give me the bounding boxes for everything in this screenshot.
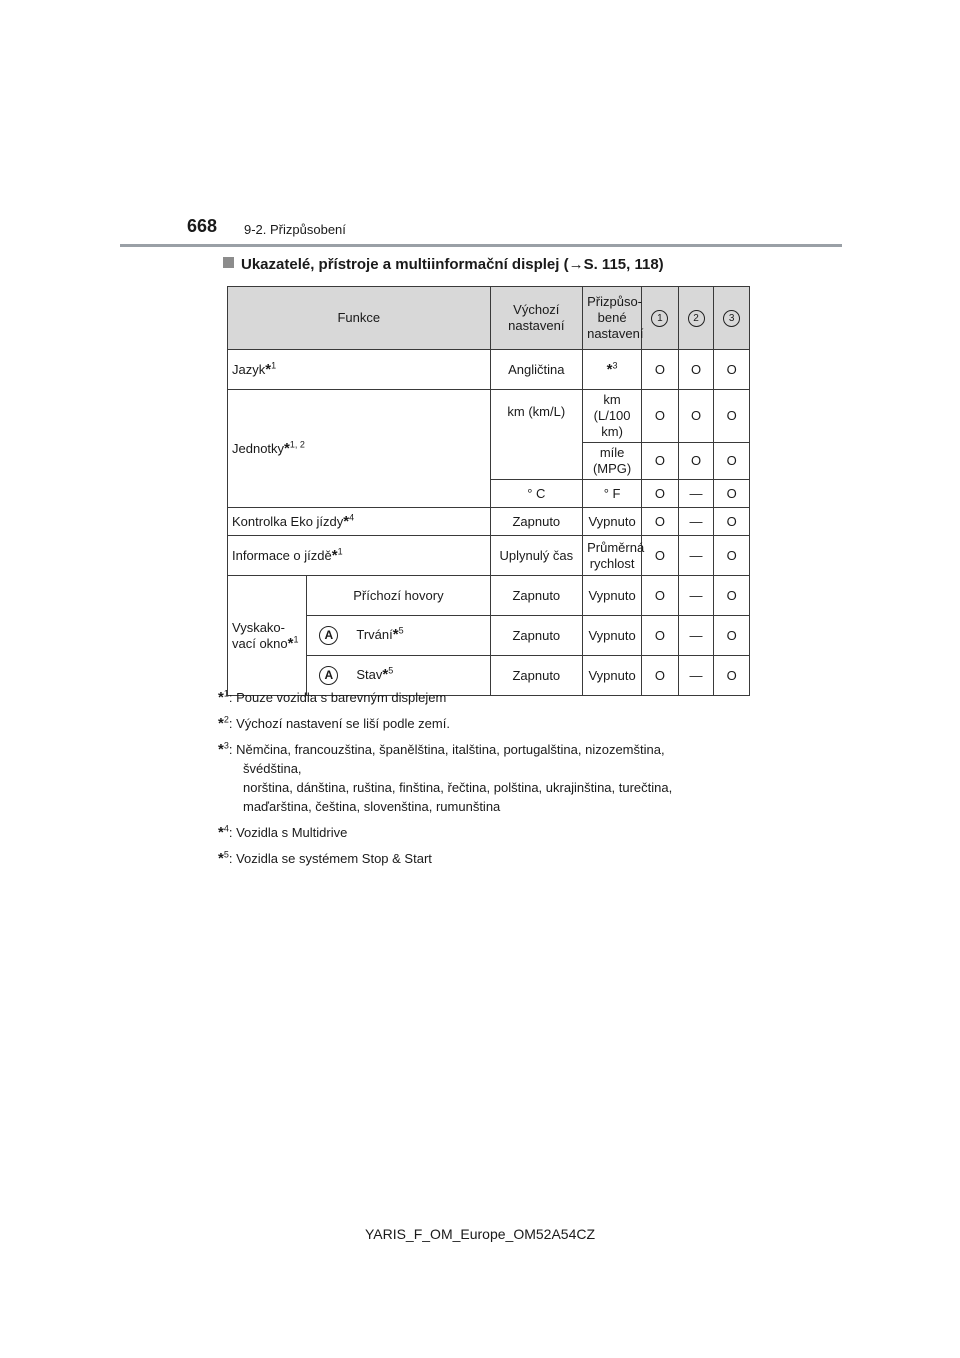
- col-2-value: —: [678, 536, 714, 576]
- col-2-value: —: [678, 656, 714, 696]
- label-text: Vyskako-vací okno: [232, 619, 288, 651]
- a-circle-icon: A: [319, 666, 338, 685]
- document-footer: YARIS_F_OM_Europe_OM52A54CZ: [364, 1226, 596, 1242]
- default-value: Zapnuto: [490, 656, 583, 696]
- footnote-number: 2: [223, 714, 229, 725]
- header-col-2: [678, 287, 714, 350]
- footnote-ref: 5: [398, 625, 404, 636]
- footnote-ref: 1: [337, 546, 343, 557]
- default-value: Uplynulý čas: [490, 536, 583, 576]
- section-heading: [223, 256, 664, 273]
- table-row: [228, 576, 750, 616]
- footnote-1: *$^1$: Pouze vozidla s barevným displejem: [218, 688, 447, 706]
- row-label: Příchozí hovory: [307, 576, 490, 616]
- footnote-ref: 4: [349, 512, 355, 523]
- col-1-value: O: [642, 536, 679, 576]
- col-2-value: —: [678, 616, 714, 656]
- custom-value: Vypnuto: [583, 576, 642, 616]
- header-col-1: [642, 287, 679, 350]
- col-2-value: —: [678, 480, 714, 508]
- col-1-value: O: [642, 616, 679, 656]
- custom-value: Vypnuto: [583, 616, 642, 656]
- col-2-value: —: [678, 576, 714, 616]
- row-label: Kontrolka Eko jízdy*$^4$: [228, 508, 491, 536]
- footnote-ref: 1: [271, 360, 277, 371]
- custom-value: Vypnuto: [583, 508, 642, 536]
- default-value: km (km/L): [490, 390, 583, 480]
- col-3-value: O: [714, 508, 750, 536]
- footnote-number: 3: [223, 740, 229, 751]
- footnote-line: maďarština, čeština, slovenština, rumunština: [243, 799, 501, 814]
- a-circle-icon: A: [319, 626, 338, 645]
- custom-value: Vypnuto: [583, 656, 642, 696]
- table-row: [228, 390, 750, 443]
- col-3-value: O: [714, 536, 750, 576]
- header-rule: [120, 244, 842, 247]
- col-1-value: O: [642, 656, 679, 696]
- col-2-value: O: [678, 443, 714, 480]
- col-3-value: O: [714, 656, 750, 696]
- custom-value: ° F: [583, 480, 642, 508]
- footnote-2: *$^2$: Výchozí nastavení se liší podle zemí.: [218, 714, 450, 732]
- col-3-value: O: [714, 390, 750, 443]
- col-1-value: O: [642, 480, 679, 508]
- heading-text: Ukazatelé, přístroje a multiinformační displej (→S. 115, 118): [241, 256, 664, 273]
- footnote-text: : Němčina, francouzština, španělština, italština, portugalština, nizozemština,: [228, 742, 665, 757]
- col-3-value: O: [714, 443, 750, 480]
- custom-value: *$^3$: [583, 350, 642, 390]
- table-row: [228, 536, 750, 576]
- footnote-4: *$^4$: Vozidla s Multidrive: [218, 823, 348, 841]
- col-3-value: O: [714, 480, 750, 508]
- row-label: Informace o jízdě*$^1$: [228, 536, 491, 576]
- section-title: 9-2. Přizpůsobení: [244, 222, 346, 237]
- default-value: ° C: [490, 480, 583, 508]
- footnote-text: : Vozidla se systémem Stop & Start: [228, 851, 432, 866]
- default-value: Zapnuto: [490, 508, 583, 536]
- footnote-line: švédština,: [243, 761, 302, 776]
- footnote-text: : Pouze vozidla s barevným displejem: [228, 690, 447, 705]
- footnote-number: 4: [223, 823, 229, 834]
- custom-value: km (L/100 km): [583, 390, 642, 443]
- row-label: A Trvání*$^5$: [307, 616, 490, 656]
- header-custom: Přizpůso-bené nastavení: [583, 287, 642, 350]
- col-3-value: O: [714, 576, 750, 616]
- col-1-value: O: [642, 390, 679, 443]
- footnote-number: 1: [223, 688, 229, 699]
- default-value: Zapnuto: [490, 616, 583, 656]
- group-label: Vyskako-vací okno*$^1$: [228, 576, 307, 696]
- footnote-ref: 1, 2: [289, 439, 305, 450]
- default-value: Angličtina: [490, 350, 583, 390]
- table-row: [228, 508, 750, 536]
- footnote-ref: 5: [388, 665, 394, 676]
- page-number: 668: [187, 216, 218, 236]
- custom-value: míle (MPG): [583, 443, 642, 480]
- default-value: Zapnuto: [490, 576, 583, 616]
- footnote-line: norština, dánština, ruština, finština, řečtina, polština, ukrajinština, turečtina,: [243, 780, 673, 795]
- table-row: [228, 350, 750, 390]
- footnote-number: 5: [223, 849, 229, 860]
- footnote-text: : Výchozí nastavení se liší podle zemí.: [228, 716, 450, 731]
- row-label: A Stav*$^5$: [307, 656, 490, 696]
- square-bullet-icon: [223, 257, 234, 268]
- label-text: Trvání: [356, 626, 393, 642]
- label-text: Stav: [356, 666, 383, 682]
- custom-value: Průměrná rychlost: [583, 536, 642, 576]
- settings-table: [227, 286, 750, 696]
- label-text: Kontrolka Eko jízdy: [232, 513, 344, 529]
- header-col-3: [714, 287, 750, 350]
- circled-1-icon: 1: [651, 310, 668, 327]
- label-text: Jazyk: [232, 361, 266, 377]
- col-1-value: O: [642, 350, 679, 390]
- label-text: Informace o jízdě: [232, 547, 332, 563]
- row-label: Jazyk*$^1$: [228, 350, 491, 390]
- label-text: Jednotky: [232, 440, 285, 456]
- footnote-5: *$^5$: Vozidla se systémem Stop & Start: [218, 849, 432, 867]
- footnote-ref: 1: [293, 634, 299, 645]
- col-1-value: O: [642, 508, 679, 536]
- header-function: Funkce: [228, 287, 491, 350]
- col-2-value: —: [678, 508, 714, 536]
- col-2-value: O: [678, 350, 714, 390]
- col-3-value: O: [714, 616, 750, 656]
- footnote-3: *$^3$: Němčina, francouzština, španělština, italština, portugalština, nizozemština, švédština, norština, dánština, ruština, finština, řečtina, polština, ukrajinština, turečtina, maďarština, čeština, slovenština, rumunština: [218, 740, 758, 816]
- row-label: Jednotky*$^{1, 2}$: [228, 390, 491, 508]
- footnote-text: : Vozidla s Multidrive: [228, 825, 348, 840]
- circled-2-icon: 2: [688, 310, 705, 327]
- table-header-row: [228, 287, 750, 350]
- col-1-value: O: [642, 576, 679, 616]
- header-default: Výchozí nastavení: [490, 287, 583, 350]
- circled-3-icon: 3: [723, 310, 740, 327]
- col-1-value: O: [642, 443, 679, 480]
- col-2-value: O: [678, 390, 714, 443]
- col-3-value: O: [714, 350, 750, 390]
- footnote-ref: 3: [612, 360, 618, 371]
